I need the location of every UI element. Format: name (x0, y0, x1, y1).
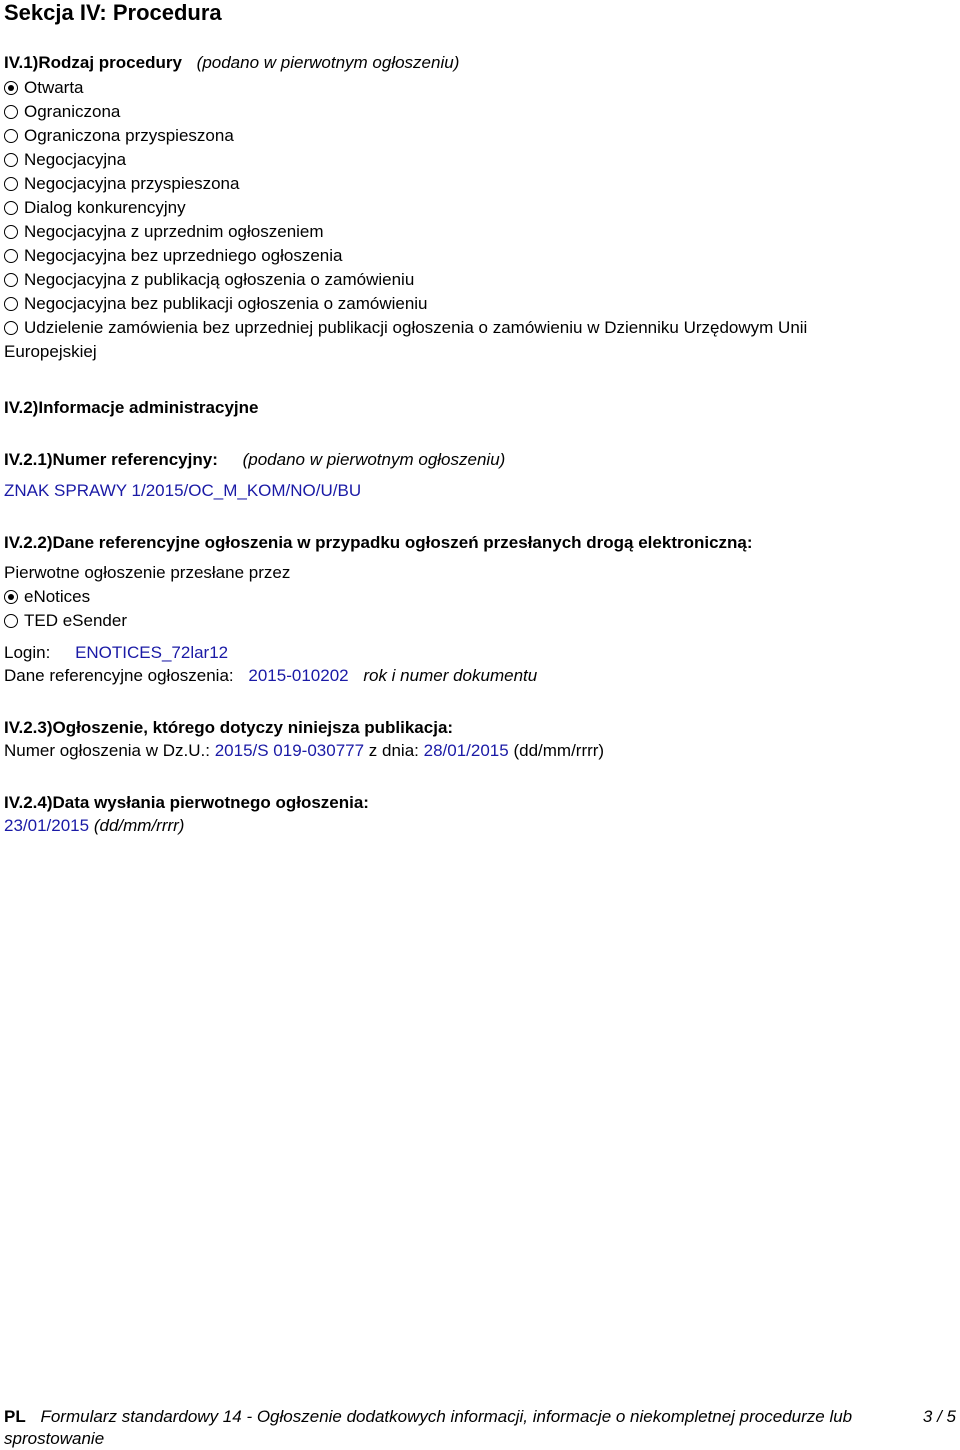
footer-form-title: Formularz standardowy 14 - Ogłoszenie dodatkowych informacji, informacje o niekompletnej procedurze lub (40, 1407, 853, 1426)
footer-form-title-cont: sprostowanie (4, 1429, 105, 1448)
procedure-option-negocjacyjna-bez-ogloszenia[interactable] (4, 244, 807, 268)
procedure-type-options (4, 76, 807, 364)
radio-unchecked-icon[interactable] (4, 321, 18, 335)
procedure-type-label: IV.1)Rodzaj procedury (4, 53, 182, 72)
login-row (4, 643, 228, 663)
ref-data-label: Dane referencyjne ogłoszenia: (4, 666, 234, 685)
ref-number-value: ZNAK SPRAWY 1/2015/OC_M_KOM/NO/U/BU (4, 481, 362, 500)
ref-data-note: rok i numer dokumentu (363, 666, 538, 685)
original-send-date-value: 23/01/2015 (4, 816, 90, 835)
sent-via-options (4, 585, 127, 633)
procedure-option-negocjacyjna-bez-publikacji[interactable] (4, 292, 807, 316)
ref-number-note: (podano w pierwotnym ogłoszeniu) (242, 450, 506, 469)
sent-via-option-ted-esender[interactable] (4, 609, 127, 633)
procedure-option-continuation: Europejskiej (4, 342, 97, 361)
notice-number-value: 2015/S 019-030777 (214, 741, 365, 760)
notice-date-value: 28/01/2015 (423, 741, 509, 760)
option-label: eNotices (24, 587, 91, 606)
procedure-option-dialog[interactable] (4, 196, 807, 220)
radio-unchecked-icon[interactable] (4, 105, 18, 119)
option-label: Negocjacyjna z uprzednim ogłoszeniem (24, 222, 324, 241)
radio-unchecked-icon[interactable] (4, 273, 18, 287)
option-label: Negocjacyjna bez publikacji ogłoszenia o zamówieniu (24, 294, 428, 313)
procedure-option-bez-publikacji-dz-u[interactable] (4, 316, 807, 340)
procedure-option-negocjacyjna-przyspieszona[interactable] (4, 172, 807, 196)
radio-unchecked-icon[interactable] (4, 129, 18, 143)
radio-checked-icon[interactable] (4, 81, 18, 95)
login-value: ENOTICES_72lar12 (75, 643, 229, 662)
sent-via-label: Pierwotne ogłoszenie przesłane przez (4, 563, 291, 582)
section-title: Sekcja IV: Procedura (4, 0, 222, 25)
procedure-option-ograniczona[interactable] (4, 100, 807, 124)
procedure-option-otwarta[interactable] (4, 76, 807, 100)
option-label: Dialog konkurencyjny (24, 198, 186, 217)
radio-unchecked-icon[interactable] (4, 249, 18, 263)
footer-lang: PL (4, 1407, 26, 1426)
radio-unchecked-icon[interactable] (4, 153, 18, 167)
radio-unchecked-icon[interactable] (4, 614, 18, 628)
related-notice-row (4, 741, 604, 761)
option-label: TED eSender (24, 611, 127, 630)
sent-via-option-enotices[interactable] (4, 585, 127, 609)
notice-number-label: Numer ogłoszenia w Dz.U.: (4, 741, 210, 760)
option-label: Negocjacyjna bez uprzedniego ogłoszenia (24, 246, 343, 265)
option-label: Udzielenie zamówienia bez uprzedniej publikacji ogłoszenia o zamówieniu w Dzienniku Urzędowym Unii (24, 318, 808, 337)
procedure-option-negocjacyjna-z-publikacja[interactable] (4, 268, 807, 292)
option-label: Ograniczona przyspieszona (24, 126, 234, 145)
procedure-option-negocjacyjna[interactable] (4, 148, 807, 172)
original-send-date-format: (dd/mm/rrrr) (93, 816, 185, 835)
radio-unchecked-icon[interactable] (4, 177, 18, 191)
original-send-date-heading: IV.2.4)Data wysłania pierwotnego ogłoszenia: (4, 793, 369, 812)
radio-unchecked-icon[interactable] (4, 297, 18, 311)
option-label: Negocjacyjna przyspieszona (24, 174, 240, 193)
page-number: 3 / 5 (922, 1407, 956, 1426)
option-label: Negocjacyjna z publikacją ogłoszenia o zamówieniu (24, 270, 415, 289)
option-label: Otwarta (24, 78, 84, 97)
ref-data-value: 2015-010202 (248, 666, 349, 685)
electronic-ref-heading: IV.2.2)Dane referencyjne ogłoszenia w przypadku ogłoszeń przesłanych drogą elektroniczną: (4, 533, 753, 552)
login-label: Login: (4, 643, 51, 662)
radio-unchecked-icon[interactable] (4, 225, 18, 239)
option-label: Negocjacyjna (24, 150, 127, 169)
procedure-option-negocjacyjna-z-ogloszeniem[interactable] (4, 220, 807, 244)
radio-unchecked-icon[interactable] (4, 201, 18, 215)
radio-checked-icon[interactable] (4, 590, 18, 604)
procedure-option-ograniczona-przyspieszona[interactable] (4, 124, 807, 148)
notice-date-label: z dnia: (368, 741, 419, 760)
ref-data-row (4, 666, 537, 686)
procedure-type-heading (4, 53, 459, 73)
footer (4, 1407, 852, 1427)
ref-number-heading (4, 450, 505, 470)
admin-info-heading: IV.2)Informacje administracyjne (4, 398, 259, 417)
original-send-date-row (4, 816, 184, 836)
ref-number-label: IV.2.1)Numer referencyjny: (4, 450, 218, 469)
option-label: Ograniczona (24, 102, 121, 121)
procedure-type-note: (podano w pierwotnym ogłoszeniu) (196, 53, 460, 72)
notice-date-format: (dd/mm/rrrr) (513, 741, 605, 760)
related-notice-heading: IV.2.3)Ogłoszenie, którego dotyczy niniejsza publikacja: (4, 718, 454, 737)
